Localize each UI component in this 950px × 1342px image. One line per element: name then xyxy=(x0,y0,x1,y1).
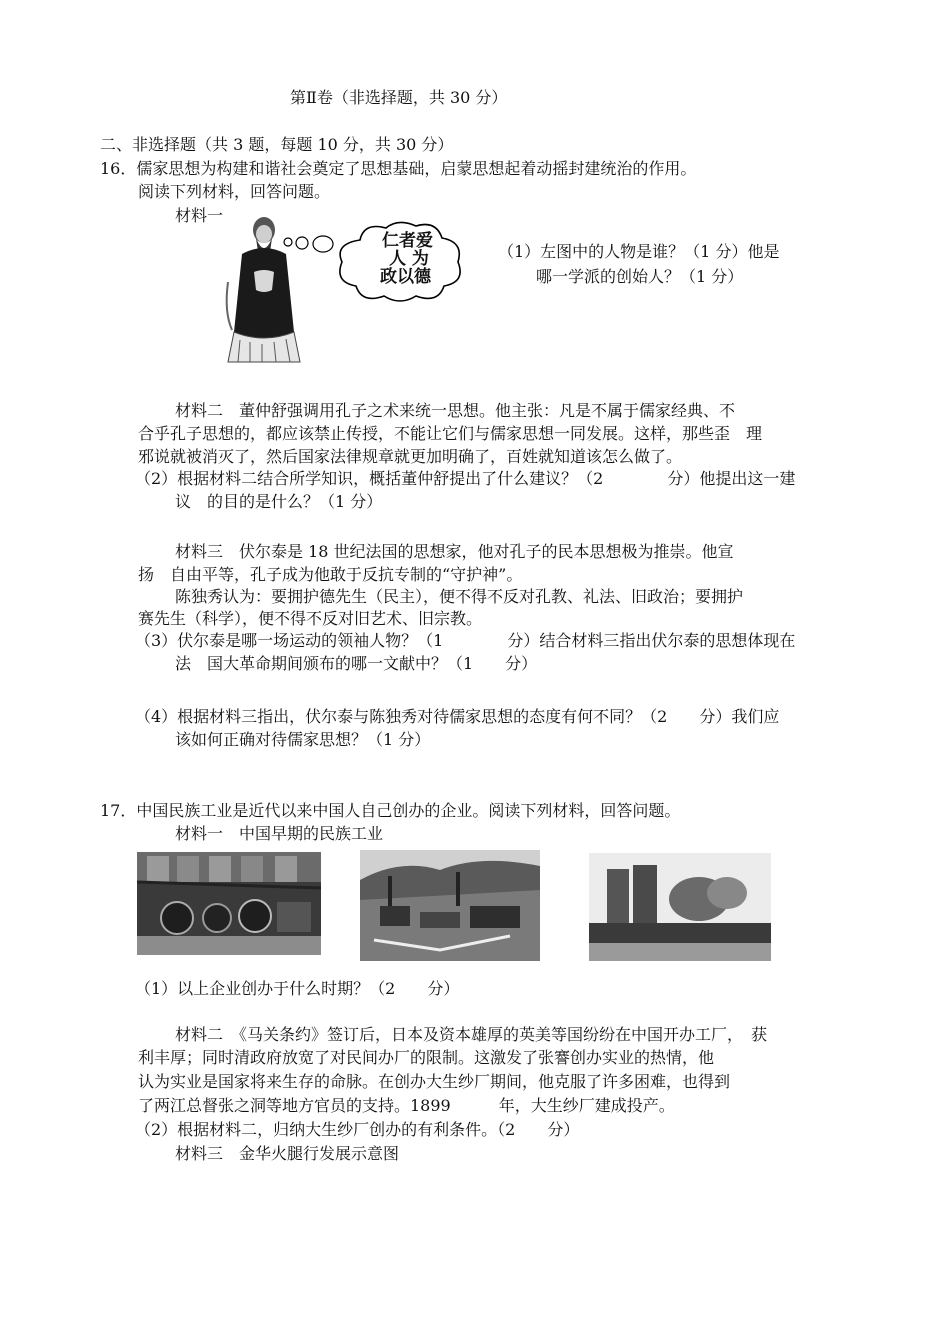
q16-part1-line1: （1）左图中的人物是谁？（1 分）他是 xyxy=(498,242,780,261)
q16-part2-line1: （2）根据材料二结合所学知识，概括董仲舒提出了什么建议？（2 分）他提出这一建 xyxy=(135,469,796,488)
q16-part1-line2: 哪一学派的创始人？（1 分） xyxy=(536,267,744,286)
q16-material2-line2: 合乎孔子思想的，都应该禁止传授，不能让它们与儒家思想一同发展。这样，那些歪 理 xyxy=(138,424,763,443)
q17-stem-line1: 17．中国民族工业是近代以来中国人自己创办的企业。阅读下列材料，回答问题。 xyxy=(100,801,681,820)
q16-material3-line4: 赛先生（科学），便不得不反对旧艺术、旧宗教。 xyxy=(138,609,483,628)
factory-photo-interior xyxy=(137,852,321,955)
section-title: 第Ⅱ卷（非选择题，共 30 分） xyxy=(290,88,508,107)
q16-part4-line1: （4）根据材料三指出，伏尔泰与陈独秀对待儒家思想的态度有何不同？（2 分）我们应 xyxy=(135,707,780,726)
bubble-text-line1: 仁者爱 xyxy=(382,231,433,251)
q16-stem-line1: 16．儒家思想为构建和谐社会奠定了思想基础，启蒙思想起着动摇封建统治的作用。 xyxy=(100,159,697,178)
bubble-text-line3: 政以德 xyxy=(380,267,431,287)
q17-material2-line1: 材料二 《马关条约》签订后，日本及资本雄厚的英美等国纷纷在中国开办工厂， 获 xyxy=(175,1025,768,1044)
q16-part2-line2: 议 的目的是什么？（1 分） xyxy=(175,492,383,511)
q16-material3-line3: 陈独秀认为：要拥护德先生（民主），便不得不反对孔教、礼法、旧政治；要拥护 xyxy=(175,587,744,606)
factory-photo-chimneys xyxy=(589,853,771,961)
part-heading: 二、非选择题（共 3 题，每题 10 分，共 30 分） xyxy=(100,135,454,154)
q16-material2-line1: 材料二 董仲舒强调用孔子之术来统一思想。他主张：凡是不属于儒家经典、不 xyxy=(175,401,736,420)
q17-material3-label: 材料三 金华火腿行发展示意图 xyxy=(175,1144,400,1163)
q17-material1-label: 材料一 中国早期的民族工业 xyxy=(175,824,384,843)
bubble-text-line2: 人 为 xyxy=(389,249,429,269)
q17-part2: （2）根据材料二，归纳大生纱厂创办的有利条件。（2 分） xyxy=(135,1120,580,1139)
q16-material1-label: 材料一 xyxy=(175,206,224,225)
q16-part4-line2: 该如何正确对待儒家思想？（1 分） xyxy=(175,730,431,749)
q17-material2-line2: 利丰厚；同时清政府放宽了对民间办厂的限制。这激发了张謇创办实业的热情，他 xyxy=(138,1048,715,1067)
q17-part1: （1）以上企业创办于什么时期？（2 分） xyxy=(135,979,460,998)
q16-material3-line2: 扬 自由平等，孔子成为他敢于反抗专制的“守护神”。 xyxy=(138,565,523,584)
q17-material2-line4: 了两江总督张之洞等地方官员的支持。1899 年，大生纱厂建成投产。 xyxy=(138,1096,675,1115)
q16-part3-line1: （3）伏尔泰是哪一场运动的领袖人物？（1 分）结合材料三指出伏尔泰的思想体现在 xyxy=(135,631,796,650)
q16-material2-line3: 邪说就被消灭了，然后国家法律规章就更加明确了，百姓就知道该怎么做了。 xyxy=(138,447,683,466)
q17-material2-line3: 认为实业是国家将来生存的命脉。在创办大生纱厂期间，他克服了许多困难，也得到 xyxy=(138,1072,731,1091)
q16-stem-line2: 阅读下列材料，回答问题。 xyxy=(138,182,331,201)
q16-material3-line1: 材料三 伏尔泰是 18 世纪法国的思想家，他对孔子的民本思想极为推崇。他宣 xyxy=(175,542,734,561)
q16-part3-line2: 法 国大革命期间颁布的哪一文献中？（1 分） xyxy=(175,654,538,673)
factory-photo-aerial xyxy=(360,850,540,961)
